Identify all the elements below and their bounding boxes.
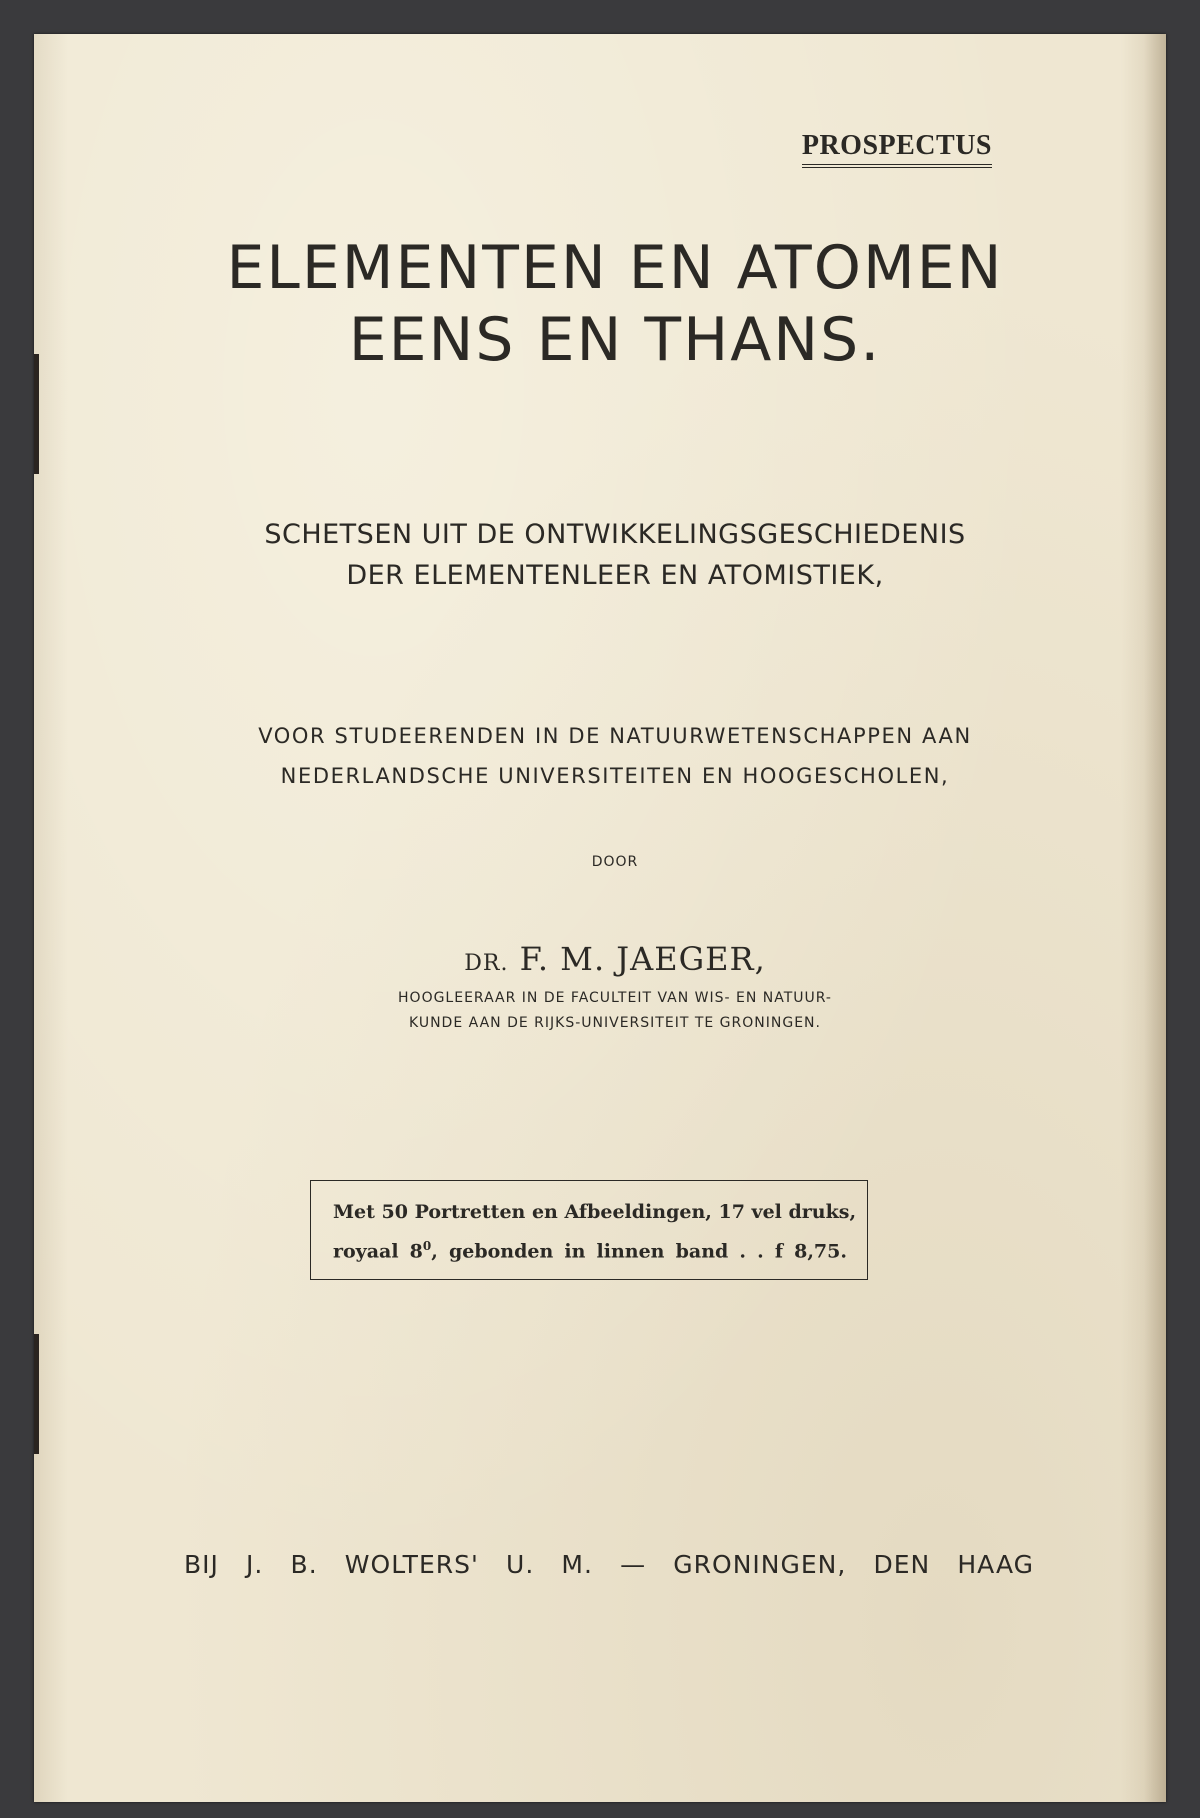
info-line-1: Met 50 Portretten en Afbeeldingen, 17 vel druks,: [333, 1201, 857, 1223]
info-line-2-end: , gebonden in linnen band . . f 8,75.: [431, 1240, 847, 1263]
prospectus-label: PROSPECTUS: [802, 130, 992, 168]
subtitle-line-1: SCHETSEN UIT DE ONTWIKKELINGSGESCHIEDENIS: [264, 519, 966, 550]
affiliation-line-1: HOOGLEERAAR IN DE FACULTEIT VAN WIS- EN NATUUR-: [398, 990, 832, 1006]
title-line-2: EENS EN THANS.: [348, 305, 882, 375]
book-title: [34, 232, 1166, 376]
author-affiliation: [34, 986, 1166, 1036]
title-line-1: ELEMENTEN EN ATOMEN: [226, 233, 1004, 303]
info-line-2-start: royaal 8: [333, 1240, 423, 1263]
subtitle-line-2: DER ELEMENTENLEER EN ATOMISTIEK,: [346, 560, 884, 591]
info-superscript: 0: [422, 1239, 432, 1253]
prospectus-page: [34, 34, 1166, 1802]
author-name-block: [34, 940, 1166, 978]
book-subtitle: [34, 514, 1166, 596]
staple-bottom: [34, 1334, 39, 1454]
audience-line-1: VOOR STUDEERENDEN IN DE NATUURWETENSCHAPPEN AAN: [258, 724, 972, 748]
affiliation-line-2: KUNDE AAN DE RIJKS-UNIVERSITEIT TE GRONINGEN.: [409, 1015, 821, 1031]
price-info-box: [310, 1180, 868, 1280]
byline-door: DOOR: [591, 854, 639, 870]
audience-statement: [34, 716, 1166, 796]
author-name: F. M. JAEGER,: [519, 940, 766, 978]
audience-line-2: NEDERLANDSCHE UNIVERSITEITEN EN HOOGESCHOLEN,: [280, 764, 950, 788]
info-line-2: [333, 1229, 847, 1268]
publisher-imprint: BIJ J. B. WOLTERS' U. M. — GRONINGEN, DEN HAAG: [184, 1550, 1034, 1579]
author-title-prefix: DR.: [464, 951, 509, 976]
